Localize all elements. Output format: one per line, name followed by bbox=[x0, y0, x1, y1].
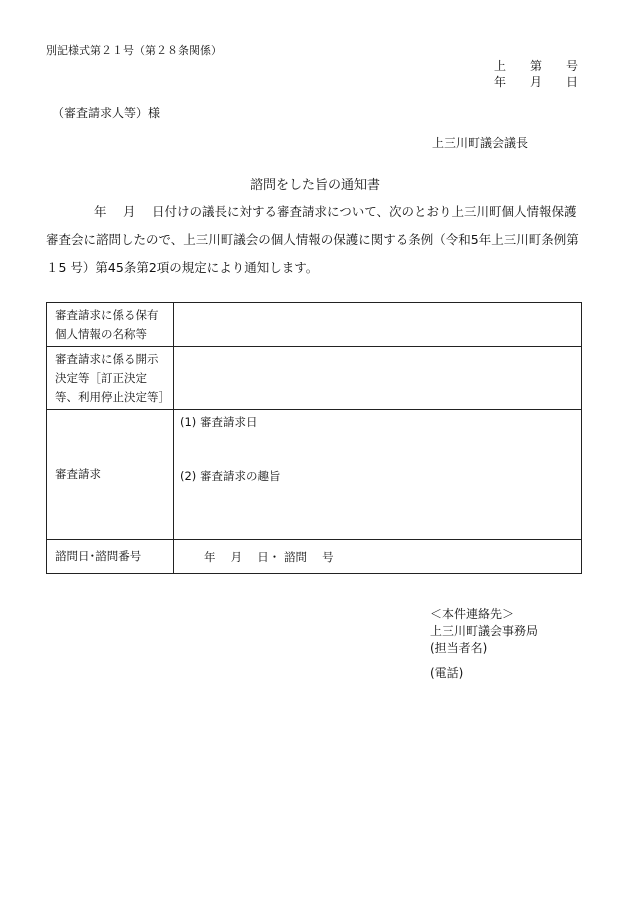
information-table bbox=[46, 302, 582, 574]
appeal-purpose-item: (2) 審査請求の趣旨 bbox=[180, 469, 281, 483]
row-value-inquiry-date-number: 年 月 日・ 諮問 号 bbox=[174, 540, 582, 574]
document-date-line: 年 月 日 bbox=[493, 75, 578, 89]
document-number-block bbox=[494, 58, 578, 90]
row-value-disclosure-decision bbox=[174, 347, 582, 410]
document-number-line: 上 第 号 bbox=[493, 59, 578, 73]
contact-heading: ＜本件連絡先＞ bbox=[430, 607, 515, 621]
table-row bbox=[47, 303, 582, 347]
row-value-appeal bbox=[174, 410, 582, 540]
document-title: 諮問をした旨の通知書 bbox=[249, 178, 380, 193]
table-row bbox=[47, 347, 582, 410]
contact-block bbox=[430, 606, 538, 682]
contact-phone: (電話) bbox=[430, 666, 464, 680]
body-paragraph: 年 月 日付けの議長に対する審査請求について、次のとおり上三川町個人情報保護審査会に諮問したので、上三川町議会の個人情報の保護に関する条例（令和5年上三川町条例第１5 号）第45条第2項の規定により通知します。 bbox=[46, 204, 579, 275]
row-label-appeal: 審査請求 bbox=[47, 410, 174, 540]
row-label-disclosure-decision: 審査請求に係る開示決定等［訂正決定等、利用停止決定等］ bbox=[47, 347, 174, 410]
contact-person: (担当者名) bbox=[430, 641, 488, 655]
row-label-personal-info-name: 審査請求に係る保有個人情報の名称等 bbox=[47, 303, 174, 347]
table-row bbox=[47, 410, 582, 540]
form-number-label: 別記様式第２１号（第２８条関係） bbox=[46, 44, 222, 57]
row-label-inquiry-date-number: 諮問日･諮問番号 bbox=[47, 540, 174, 574]
sender-line: 上三川町議会議長 bbox=[432, 136, 529, 150]
contact-office: 上三川町議会事務局 bbox=[430, 624, 539, 638]
row-value-personal-info-name bbox=[174, 303, 582, 347]
table-row bbox=[47, 540, 582, 574]
recipient-line: （審査請求人等）様 bbox=[52, 106, 161, 120]
appeal-date-item: (1) 審査請求日 bbox=[180, 415, 258, 429]
